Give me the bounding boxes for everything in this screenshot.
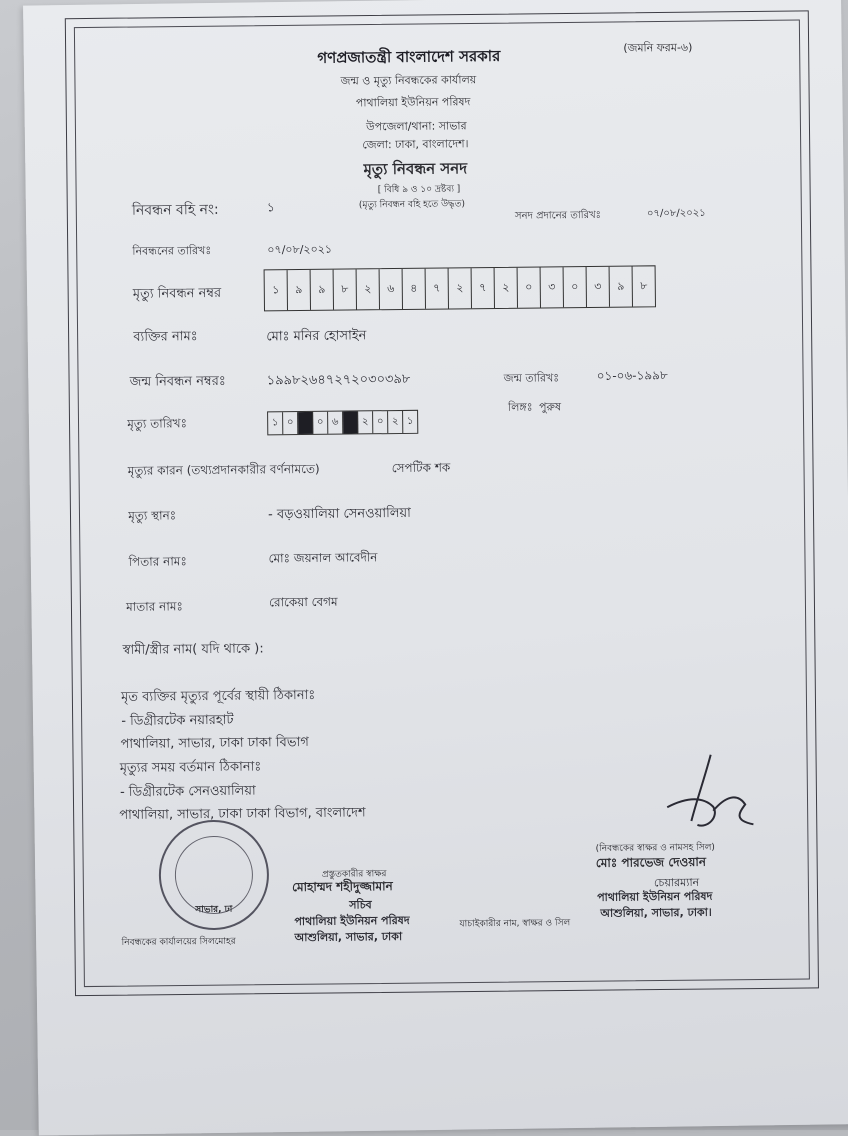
- office-seal-text: সাভার, ঢা: [195, 904, 233, 916]
- father-name-label: পিতার নামঃ: [128, 554, 187, 569]
- death-reg-digit: ৮: [640, 278, 648, 292]
- father-name-value: মোঃ জয়নাল আবেদীন: [268, 550, 378, 566]
- death-reg-digit: ২: [357, 269, 380, 309]
- registrar-signature: [653, 746, 764, 837]
- office-name: জন্ম ও মৃত্যু নিবন্ধকের কার্যালয়: [340, 73, 477, 88]
- birth-date-label: জন্ম তারিখঃ: [503, 371, 560, 385]
- death-date-digit: ০: [283, 412, 298, 434]
- death-reg-digit: ৭: [472, 268, 495, 308]
- death-date-digit: ১: [268, 412, 283, 434]
- death-date-digit: ০: [373, 411, 388, 433]
- secretary-name: মোহাম্মদ শহীদুজ্জামান: [291, 879, 393, 895]
- cause-of-death-value: সেপটিক শক: [391, 460, 451, 476]
- spouse-name-label: স্বামী/স্ত্রীর নাম( যদি থাকে ):: [122, 641, 264, 658]
- death-reg-digit: ৩: [541, 267, 564, 307]
- death-date-separator: [298, 412, 313, 434]
- death-reg-digit: ০: [518, 268, 541, 308]
- death-reg-digit: ৩: [587, 267, 610, 307]
- office-seal: [158, 819, 269, 930]
- death-reg-number-label: মৃত্যু নিবন্ধন নম্বর: [132, 285, 222, 302]
- death-place-value: - বড়ওয়ালিয়া সেনওয়ালিয়া: [268, 505, 411, 523]
- birth-reg-number-label: জন্ম নিবন্ধন নম্বরঃ: [129, 373, 226, 390]
- gender-label: লিঙ্গঃ: [507, 400, 533, 414]
- death-date-boxes: [267, 410, 418, 436]
- death-reg-digit: ৬: [380, 269, 403, 309]
- death-date-label: মৃত্যু তারিখঃ: [127, 416, 188, 431]
- mother-name-label: মাতার নামঃ: [126, 599, 183, 614]
- present-address-line1: - ডিগ্রীরটেক সেনওয়ালিয়া: [119, 783, 256, 800]
- cause-of-death-label: মৃত্যুর কারন (তথ্যপ্রদানকারীর বর্ণনামতে): [127, 461, 320, 478]
- present-address-line2: পাথালিয়া, সাভার, ঢাকা ঢাকা বিভাগ, বাংলাদেশ: [119, 805, 366, 823]
- present-address-label: মৃত্যুর সময় বর্তমান ঠিকানাঃ: [119, 759, 262, 776]
- extract-note: (মৃত্যু নিবন্ধন বহি হতে উদ্ধৃত): [358, 199, 466, 211]
- district: জেলা: ঢাকা, বাংলাদেশ।: [362, 137, 469, 152]
- death-reg-digit: ২: [449, 268, 472, 308]
- person-name-value: মোঃ মনির হোসাইন: [266, 328, 367, 345]
- death-reg-digit: ১: [265, 270, 288, 310]
- death-reg-digit: ০: [564, 267, 587, 307]
- registrar-sign-caption: (নিবন্ধকের স্বাক্ষর ও নামসহ সিল): [595, 842, 715, 854]
- secretary-address: আশুলিয়া, সাভার, ঢাকা: [294, 930, 403, 945]
- death-reg-digit: ২: [495, 268, 518, 308]
- secretary-sign-caption: প্রস্তুতকারীর স্বাক্ষর: [321, 869, 387, 880]
- office-seal-label: নিবন্ধকের কার্যালয়ের সিলমোহর: [121, 936, 236, 948]
- secretary-org: পাথালিয়া ইউনিয়ন পরিষদ: [294, 913, 410, 929]
- birth-reg-number-value: ১৯৯৮২৬৪৭২৭২০৩০৩৯৮: [266, 371, 411, 389]
- registration-date-value: ০৭/০৮/২০২১: [267, 242, 333, 257]
- death-date-digit: ২: [358, 411, 373, 433]
- death-reg-digit: ৮: [334, 269, 357, 309]
- registrar-address: আশুলিয়া, সাভার, ঢাকা।: [600, 905, 712, 920]
- secretary-title: সচিব: [349, 898, 372, 912]
- permanent-address-line1: - ডিগ্রীরটেক নয়ারহাট: [121, 712, 234, 729]
- death-date-digit: ৬: [328, 412, 343, 434]
- death-place-label: মৃত্যু স্থানঃ: [128, 508, 177, 523]
- certificate-title: মৃত্যু নিবন্ধন সনদ: [363, 159, 468, 179]
- death-date-digit: ২: [388, 411, 403, 433]
- union-council: পাথালিয়া ইউনিয়ন পরিষদ: [355, 95, 471, 110]
- death-date-digit: ০: [313, 412, 328, 434]
- death-date-separator: [343, 411, 358, 433]
- rule-reference: [ বিধি ৯ ও ১০ দ্রষ্টব্য ]: [377, 184, 461, 196]
- permanent-address-label: মৃত ব্যক্তির মৃত্যুর পূর্বের স্থায়ী ঠিকানাঃ: [120, 687, 316, 705]
- person-name-label: ব্যক্তির নামঃ: [133, 329, 198, 345]
- registrar-name: মোঃ পারভেজ দেওয়ান: [595, 854, 707, 870]
- registration-date-label: নিবন্ধনের তারিখঃ: [132, 243, 212, 258]
- registrar-org: পাথালিয়া ইউনিয়ন পরিষদ: [597, 889, 713, 904]
- government-title: গণপ্রজাতন্ত্রী বাংলাদেশ সরকার: [317, 46, 501, 67]
- birth-date-value: ০১-০৬-১৯৯৮: [596, 368, 668, 383]
- issue-date-label: সনদ প্রদানের তারিখঃ: [514, 209, 602, 222]
- death-reg-number-boxes: [264, 265, 656, 311]
- death-reg-digit: ৪: [403, 269, 426, 309]
- form-number: (জমনি ফরম-৬): [623, 40, 693, 55]
- registration-book-label: নিবন্ধন বহি নং:: [131, 201, 219, 219]
- gender-value: পুরুষ: [538, 400, 562, 414]
- permanent-address-line2: পাথালিয়া, সাভার, ঢাকা ঢাকা বিভাগ: [120, 734, 309, 752]
- verifier-label: যাচাইকারীর নাম, স্বাক্ষর ও সিল: [459, 918, 571, 930]
- registrar-title: চেয়ারম্যান: [653, 875, 700, 890]
- upazila: উপজেলা/থানা: সাভার: [366, 119, 467, 134]
- registration-book-value: ১: [266, 200, 275, 215]
- death-date-digit: ১: [406, 415, 414, 427]
- mother-name-value: রোকেয়া বেগম: [268, 594, 338, 610]
- death-reg-digit: ৯: [610, 267, 633, 307]
- death-reg-digit: ৯: [288, 270, 311, 310]
- issue-date-value: ০৭/০৮/২০২১: [646, 207, 706, 220]
- death-reg-digit: ৭: [426, 268, 449, 308]
- death-reg-digit: ৯: [311, 270, 334, 310]
